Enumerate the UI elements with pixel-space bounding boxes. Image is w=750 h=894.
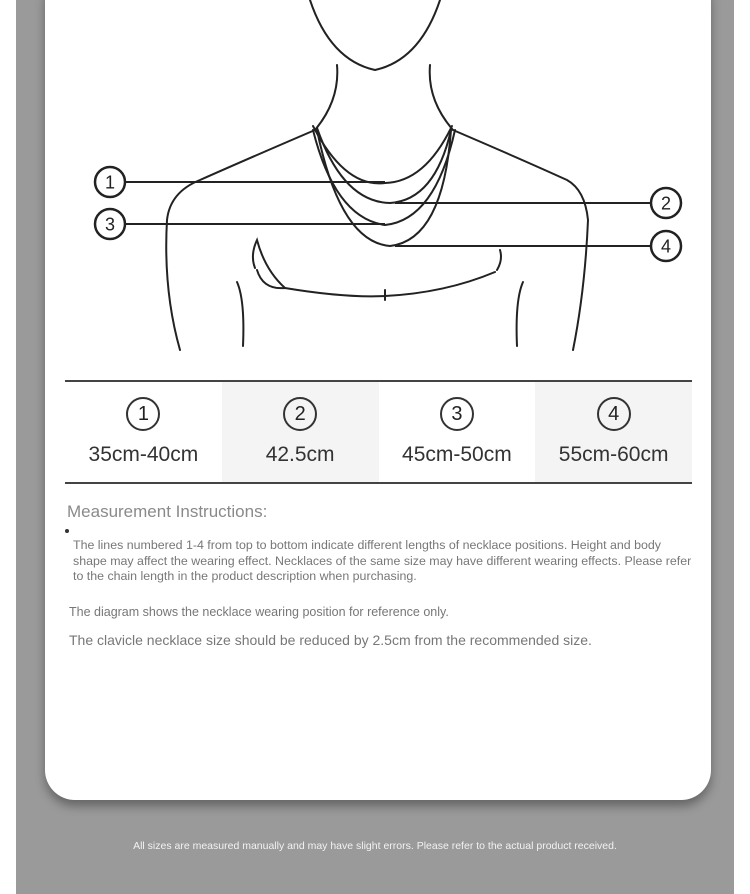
size-number-2: 2 — [283, 397, 317, 431]
size-number-4: 4 — [597, 397, 631, 431]
instructions-paragraph: The lines numbered 1-4 from top to bottom indicate different lengths of necklace positions. Height and body shape may affect the wearing effect. Necklaces of the same size may have different wearing effects. Please refer to the chain length in the product description when purchasing. — [73, 538, 692, 583]
instructions-heading: Measurement Instructions: — [67, 502, 268, 521]
clavicle-note: The clavicle necklace size should be reduced by 2.5cm from the recommended size. — [69, 632, 592, 648]
left-border — [0, 0, 16, 894]
necklace-diagram — [45, 0, 711, 360]
size-length-1: 35cm-40cm — [88, 443, 199, 466]
diagram-label-2: 2 — [660, 193, 672, 214]
size-length-4: 55cm-60cm — [558, 443, 669, 466]
size-number-3: 3 — [440, 397, 474, 431]
diagram-label-3: 3 — [104, 214, 116, 235]
size-cell-4 — [535, 382, 692, 482]
bullet-dot — [65, 529, 69, 533]
size-guide-card — [45, 0, 711, 800]
size-number-1: 1 — [126, 397, 160, 431]
size-cell-3 — [379, 382, 536, 482]
right-border — [734, 0, 750, 894]
size-cell-2 — [222, 382, 379, 482]
size-length-2: 42.5cm — [265, 443, 335, 466]
reference-note: The diagram shows the necklace wearing position for reference only. — [69, 605, 449, 619]
diagram-label-1: 1 — [104, 172, 116, 193]
size-table — [65, 380, 692, 484]
diagram-label-4: 4 — [660, 236, 672, 257]
size-cell-1 — [65, 382, 222, 482]
footer-disclaimer: All sizes are measured manually and may have slight errors. Please refer to the actual product received. — [133, 840, 617, 852]
size-length-3: 45cm-50cm — [402, 443, 512, 466]
